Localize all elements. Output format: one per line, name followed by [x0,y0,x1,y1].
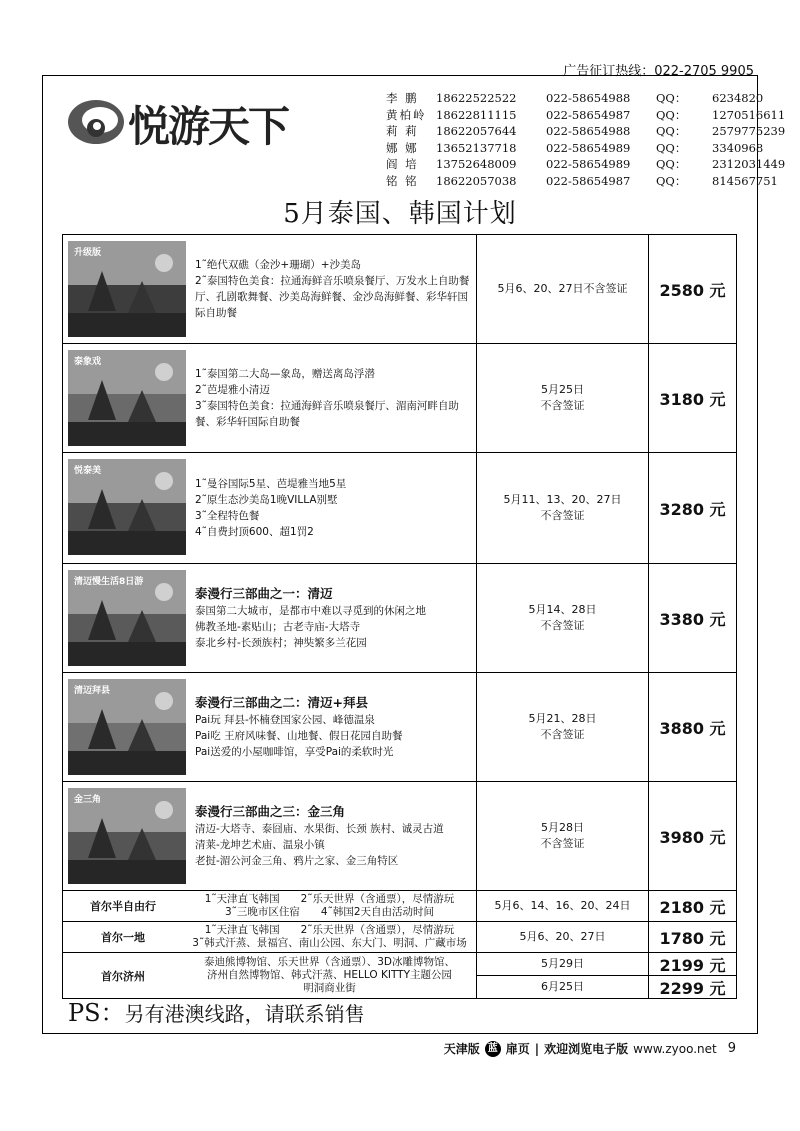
tour-row [63,673,737,782]
tour-description [195,453,472,563]
tour-info [63,673,476,781]
tour-dates [477,453,649,564]
tour-date-line: 不含签证 [540,399,585,412]
seoul-price-row: 2199 元 [649,953,736,976]
seoul-info [63,922,476,952]
seoul-route-name: 首尔一地 [101,931,145,944]
tour-price: 3880 元 [649,673,737,782]
contact-qq: 6234820 [712,91,764,105]
tour-info-cell [63,453,477,564]
tour-price: 2580 元 [649,235,737,344]
tour-row [63,453,737,564]
contact-name: 黄柏岭 [386,107,427,122]
seoul-info-cell [63,891,477,922]
tour-description [195,235,472,343]
tour-line: 1˜绝代双礁（金沙+珊瑚）+沙美岛 [195,259,362,271]
tour-line: 2˜泰国特色美食：拉通海鲜音乐喷泉餐厅、万发水上自助餐厅、孔剧歌舞餐、沙美岛海鲜餐、金沙岛海鲜餐、彩华轩国际自助餐 [195,275,470,319]
tour-photo-label: 清迈拜县 [74,686,111,696]
tour-info-cell [63,673,477,782]
tour-heading: 泰漫行三部曲之三：金三角 [195,803,346,819]
tour-photo-label: 清迈慢生活8日游 [74,577,144,587]
tour-row [63,235,737,344]
seoul-route-desc [183,954,476,997]
seoul-dates [477,953,649,999]
seoul-row [63,953,737,999]
tour-table [62,234,737,999]
contact-list [386,90,785,190]
seoul-price: 1780 元 [649,922,737,953]
tour-heading: 泰漫行三部曲之二：清迈+拜县 [195,694,368,710]
contact-name: 莉 莉 [386,124,419,139]
tour-heading: 泰漫行三部曲之一：清迈 [195,585,333,601]
tour-info-cell [63,564,477,673]
tour-info-cell [63,344,477,453]
contact-qq-label: QQ： [656,157,687,172]
tour-line: 泰国第二大城市，是都市中难以寻觅到的休闲之地 [195,604,426,617]
tour-line: Pai玩 拜县-怀楠登国家公园、峰德温泉 [195,713,375,726]
seoul-desc-line: 3˜三晚市区住宿 4˜韩国2天自由活动时间 [224,906,435,918]
tour-info-cell [63,782,477,891]
tour-description [195,673,472,781]
seoul-desc-line: 明洞商业街 [303,982,356,994]
contact-tel: 022-58654989 [546,140,631,155]
contact-tel: 022-58654989 [546,157,631,172]
logo-swirl-icon [66,90,130,150]
contact-mobile: 18622057038 [436,173,517,188]
tour-info-cell [63,235,477,344]
tour-dates [477,564,649,673]
tour-date-line: 不含签证 [540,837,585,850]
contact-qq: 814567751 [712,173,778,188]
edition: 天津版 [443,1042,480,1056]
ps-note [68,993,365,1028]
contact-name: 娜 娜 [386,140,419,155]
tour-photo-label: 升级版 [74,248,102,258]
contact-row [386,90,785,107]
tour-line: Pai吃 王府风味餐、山地餐、假日花园自助餐 [195,729,403,742]
contact-qq-label: QQ： [656,107,687,122]
tour-line: 2˜芭堤雅小清迈 [195,384,270,396]
seoul-price: 2180 元 [649,891,737,922]
tour-date-line: 不含签证 [540,728,585,741]
contact-qq-label: QQ： [656,140,687,155]
tour-description [195,344,472,452]
site-link[interactable]: www.zyoo.net [633,1041,717,1056]
tour-date-line: 不含签证 [540,619,585,632]
tour-photo [68,788,186,884]
contact-qq-label: QQ： [656,124,687,139]
tour-row [63,344,737,453]
contact-row [386,156,785,173]
tour-line: 清迈-大塔寺、泰囧庙、水果街、长颈 族村、诚灵古道 [195,822,444,835]
tour-date-line: 5月21、28日 [528,712,597,725]
tour-row [63,782,737,891]
tour-photo [68,679,186,775]
footer [444,1040,736,1057]
footer-separator: | [534,1041,540,1056]
contact-mobile: 18622522522 [436,91,517,105]
seoul-dates: 5月6、14、16、20、24日 [477,891,649,922]
contact-row [386,123,785,140]
tour-dates [477,673,649,782]
contact-row [386,107,785,124]
contact-tel: 022-58654987 [546,107,631,122]
tour-info [63,235,476,343]
tour-description [195,564,472,672]
tour-line: 老挝-湄公河金三角、鸦片之家、金三角特区 [195,854,399,867]
tour-description [195,782,472,890]
contact-qq-label: QQ： [656,91,687,105]
section: 扉页 [505,1042,530,1056]
tour-info [63,782,476,890]
contact-mobile: 18622057644 [436,124,517,139]
seoul-info [63,954,476,997]
contact-qq-label: QQ： [656,173,687,188]
seoul-route-desc [183,922,476,952]
seoul-desc-line: 1˜天津直飞韩国 2˜乐天世界（含通票），尽情游玩 [204,893,455,905]
page-number: 9 [727,1041,736,1056]
tour-price: 3380 元 [649,564,737,673]
tour-date-line: 5月25日 [541,383,584,396]
tour-line: 4˜自费封顶600、超1罚2 [195,526,314,538]
contact-tel: 022-58654987 [546,173,631,188]
tour-line: 佛教圣地-素贴山；古老寺庙-大塔寺 [195,620,361,633]
tour-line: 2˜原生态沙美岛1晚VILLA别墅 [195,494,338,506]
tour-line: 3˜全程特色餐 [195,510,260,522]
contact-name: 铭 铭 [386,173,419,188]
tour-date-line: 5月28日 [541,821,584,834]
contact-mobile: 18622811115 [436,107,517,122]
tour-photo [68,459,186,555]
seoul-route-name: 首尔半自由行 [90,900,156,913]
tour-photo-label: 金三角 [74,795,102,805]
tour-row [63,564,737,673]
edition-badge: 蓝 [485,1041,501,1057]
seoul-info-cell [63,953,477,999]
tour-date-line: 5月11、13、20、27日 [503,493,622,506]
tour-line: Pai送爱的小屋咖啡馆，享受Pai的柔软时光 [195,745,394,758]
seoul-route-desc [183,891,476,921]
tour-photo-label: 悦泰美 [74,466,102,476]
contact-name: 阎 培 [386,157,419,172]
contact-tel: 022-58654988 [546,91,631,105]
contact-mobile: 13652137718 [436,140,517,155]
tour-date-line: 5月14、28日 [528,603,597,616]
tour-dates [477,235,649,344]
tour-photo [68,570,186,666]
contact-row [386,173,785,190]
tour-line: 1˜泰国第二大岛—象岛，赠送离岛浮潜 [195,368,375,380]
ps-prefix: PS： [68,999,125,1027]
welcome-text: 欢迎浏览电子版 [544,1042,629,1056]
seoul-date-row: 6月25日 [541,980,584,993]
contact-qq: 3340968 [712,140,764,155]
contact-row [386,140,785,157]
seoul-row [63,922,737,953]
seoul-prices [649,953,737,999]
ad-hotline: 广告征订热线：022-2705 9905 [563,64,754,79]
seoul-desc-line: 1˜天津直飞韩国 2˜乐天世界（含通票），尽情游玩 [204,924,455,936]
tour-info [63,453,476,563]
ps-text: 另有港澳线路，请联系销售 [124,1002,365,1026]
tour-price: 3180 元 [649,344,737,453]
tour-date-line: 5月6、20、27日不含签证 [497,282,628,295]
tour-date-line: 不含签证 [540,509,585,522]
tour-photo [68,350,186,446]
tour-photo [68,241,186,337]
logo [66,90,296,160]
contact-name: 李 鹏 [386,91,419,105]
tour-line: 1˜曼谷国际5星、芭堤雅当地5星 [195,478,347,490]
contact-qq: 1270516611 [712,107,786,122]
tour-price: 3980 元 [649,782,737,891]
tour-price: 3280 元 [649,453,737,564]
tour-line: 泰北乡村-长颈族村；神奘繁多兰花园 [195,636,367,649]
seoul-info [63,891,476,921]
logo-text: 悦游天下 [128,102,289,151]
tour-info [63,564,476,672]
tour-info [63,344,476,452]
contact-tel: 022-58654988 [546,124,631,139]
contact-mobile: 13752648009 [436,157,517,172]
tour-line: 3˜泰国特色美食：拉通海鲜音乐喷泉餐厅、湄南河畔自助餐、彩华轩国际自助餐 [195,400,459,428]
page-title: 5月泰国、韩国计划 [283,199,517,229]
seoul-info-cell [63,922,477,953]
seoul-desc-line: 3˜韩式汗蒸、景福宫、南山公园、东大门、明洞、广藏市场 [192,937,467,949]
seoul-route-name: 首尔济州 [101,969,145,983]
seoul-price-row: 2299 元 [659,978,726,998]
tour-dates [477,782,649,891]
seoul-dates: 5月6、20、27日 [477,922,649,953]
seoul-desc-line: 济州自然博物馆、韩式汗蒸、HELLO KITTY主题公园 [207,969,452,981]
contact-qq: 2579775239 [712,124,786,139]
tour-line: 清莱-龙坤艺术庙、温泉小镇 [195,838,325,851]
seoul-row [63,891,737,922]
seoul-desc-line: 泰迪熊博物馆、乐天世界（含通票）、3D冰雕博物馆、 [203,956,455,968]
tour-photo-label: 泰象戏 [74,357,102,367]
tour-dates [477,344,649,453]
seoul-date-row: 5月29日 [477,953,648,976]
contact-qq: 2312031449 [712,157,786,172]
